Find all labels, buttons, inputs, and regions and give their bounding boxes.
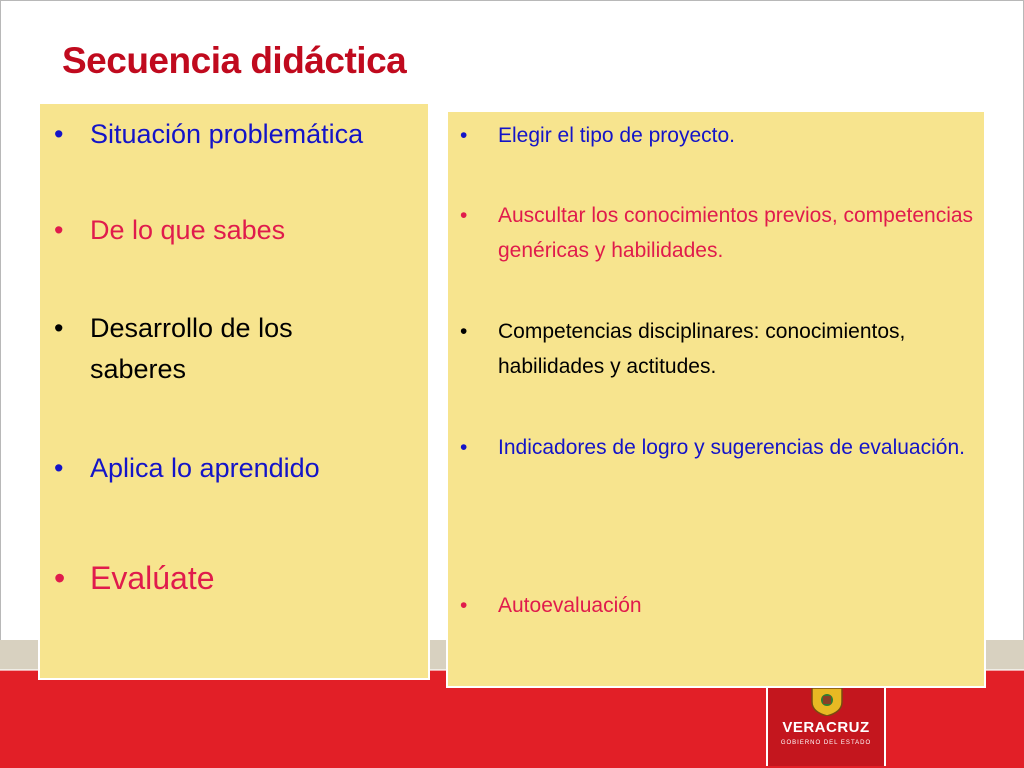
crest-icon [806, 686, 848, 716]
bullet-icon: • [54, 119, 64, 149]
logo-subtitle: GOBIERNO DEL ESTADO [780, 740, 872, 746]
bullet-icon: • [54, 215, 64, 245]
left-item-text: Evalúate [90, 560, 215, 596]
bullet-icon: • [460, 204, 468, 227]
bullet-icon: • [460, 436, 468, 459]
slide-title: Secuencia didáctica [62, 40, 407, 81]
right-item-text: Competencias disciplinares: conocimientos, habilidades y actitudes. [498, 320, 906, 378]
right-item-text: Elegir el tipo de proyecto. [498, 124, 735, 147]
bullet-icon: • [460, 594, 468, 617]
left-item-text: Desarrollo de los saberes [90, 313, 293, 384]
left-item-text: Situación problemática [90, 119, 364, 149]
logo-name: VERACRUZ [782, 719, 870, 736]
right-item-text: Auscultar los conocimientos previos, competencias genéricas y habilidades. [498, 204, 974, 262]
bullet-icon: • [54, 560, 66, 596]
left-item-text: Aplica lo aprendido [90, 453, 320, 483]
left-panel [38, 102, 430, 680]
bullet-icon: • [54, 453, 64, 483]
right-item-text: Autoevaluación [498, 594, 642, 617]
right-panel [446, 110, 986, 688]
left-item-text: De lo que sabes [90, 215, 286, 245]
right-item-text: Indicadores de logro y sugerencias de evaluación. [498, 436, 965, 459]
bullet-icon: • [460, 124, 468, 147]
bullet-icon: • [460, 320, 468, 343]
veracruz-logo [766, 686, 886, 766]
bullet-icon: • [54, 313, 64, 343]
